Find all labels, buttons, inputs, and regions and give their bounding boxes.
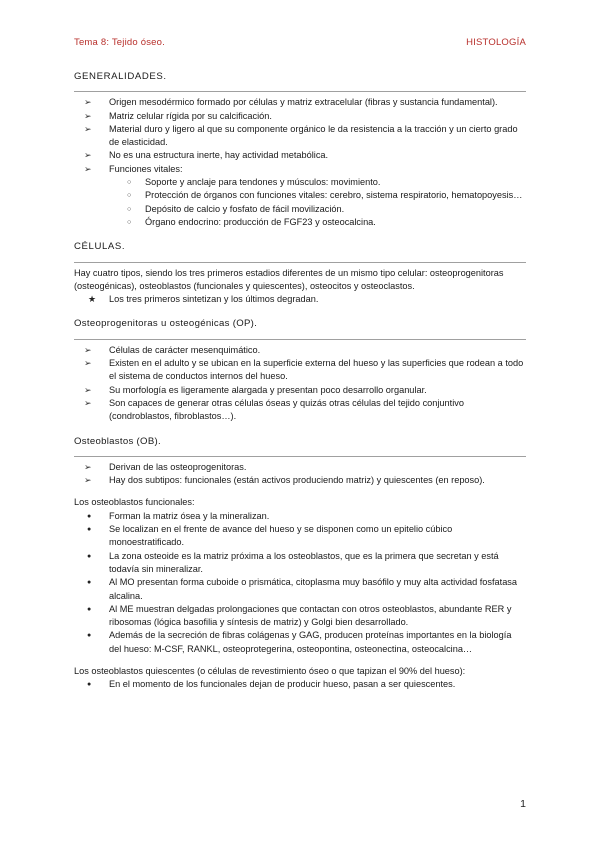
list-item: ➢ Su morfología es ligeramente alargada y presentan poco desarrollo organular. (74, 384, 526, 397)
list-item: ● Al ME muestran delgadas prolongaciones que contactan con otros osteoblastos, abundante RER y ribosomas (lógica basofilia y síntesis de matriz) y Golgi bien desarrollado. (74, 603, 526, 630)
list-item: ○ Soporte y anclaje para tendones y músculos: movimiento. (74, 176, 526, 189)
celulas-star-list (74, 293, 526, 306)
list-item: ○ Órgano endocrino: producción de FGF23 y osteocalcina. (74, 216, 526, 229)
page-number: 1 (520, 798, 526, 810)
subsection-title-osteoprogenitoras: Osteoprogenitoras u osteogénicas (OP). (74, 318, 258, 330)
list-item: ● En el momento de los funcionales dejan de producir hueso, pasan a ser quiescentes. (74, 678, 526, 691)
list-item: ➢ Funciones vitales: (74, 163, 526, 176)
list-item: ➢ Matriz celular rígida por su calcificación. (74, 110, 526, 123)
list-item: ➢ Son capaces de generar otras células óseas y quizás otras células del tejido conjuntivo (condroblastos, fibroblastos…). (74, 397, 526, 424)
list-item: ➢ No es una estructura inerte, hay actividad metabólica. (74, 149, 526, 162)
generalidades-list (74, 96, 526, 176)
section-divider (74, 339, 526, 340)
quiescentes-list (74, 678, 526, 691)
list-item: ➢ Derivan de las osteoprogenitoras. (74, 461, 526, 474)
quiescentes-title: Los osteoblastos quiescentes (o células de revestimiento óseo o que tapizan el 90% del hueso): (74, 665, 466, 676)
list-item: ● Además de la secreción de fibras colágenas y GAG, producen proteínas importantes en la biología del hueso: M-CSF, RANKL, osteoprotegerina, osteopontina, osteonectina, osteocalcina… (74, 629, 526, 656)
list-item: ● La zona osteoide es la matriz próxima a los osteoblastos, que es la primera que secretan y está todavía sin mineralizar. (74, 550, 526, 577)
celulas-intro: Hay cuatro tipos, siendo los tres primeros estadios diferentes de un mismo tipo celular: osteoprogenitoras (osteogénicas), osteoblastos (funcionales y quiescentes), osteocitos y osteoclastos. (74, 267, 504, 291)
section-title-generalidades: GENERALIDADES. (74, 71, 167, 82)
section-divider (74, 262, 526, 263)
funciones-list (74, 176, 526, 229)
list-item: ● Se localizan en el frente de avance del hueso y se disponen como un epitelio cúbico monoestratificado. (74, 523, 526, 550)
funcionales-title: Los osteoblastos funcionales: (74, 497, 195, 508)
page-content (74, 70, 526, 692)
list-item: ○ Protección de órganos con funciones vitales: cerebro, sistema respiratorio, hematopoyesis… (74, 189, 526, 202)
section-title-celulas: CÉLULAS. (74, 241, 126, 253)
list-item: ➢ Existen en el adulto y se ubican en la superficie externa del hueso y las superficies que rodean a todo el sistema de conductos internos del hueso. (74, 357, 526, 384)
list-item: ➢ Material duro y ligero al que su componente orgánico le da resistencia a la tracción y un cierto grado de elasticidad. (74, 123, 526, 150)
subsection-title-osteoblastos: Osteoblastos (OB). (74, 435, 161, 447)
section-divider (74, 91, 526, 92)
osteoprogenitoras-list (74, 344, 526, 424)
list-item: ➢ Origen mesodérmico formado por células y matriz extracelular (fibras y sustancia fundamental). (74, 96, 526, 109)
header-doc-title: Tema 8: Tejido óseo. (74, 37, 165, 48)
list-item: ➢ Células de carácter mesenquimático. (74, 344, 526, 357)
list-item: ● Al MO presentan forma cuboide o prismática, citoplasma muy basófilo y muy alta actividad fosfatasa alcalina. (74, 576, 526, 603)
section-divider (74, 456, 526, 457)
list-item: ○ Depósito de calcio y fosfato de fácil movilización. (74, 203, 526, 216)
funcionales-list (74, 510, 526, 656)
header-subject: HISTOLOGÍA (466, 37, 526, 48)
list-item: ➢ Hay dos subtipos: funcionales (están activos produciendo matriz) y quiescentes (en reposo). (74, 474, 526, 487)
osteoblastos-list (74, 461, 526, 488)
list-item: ● Forman la matriz ósea y la mineralizan. (74, 510, 526, 523)
list-item: ★ Los tres primeros sintetizan y los últimos degradan. (74, 293, 526, 306)
